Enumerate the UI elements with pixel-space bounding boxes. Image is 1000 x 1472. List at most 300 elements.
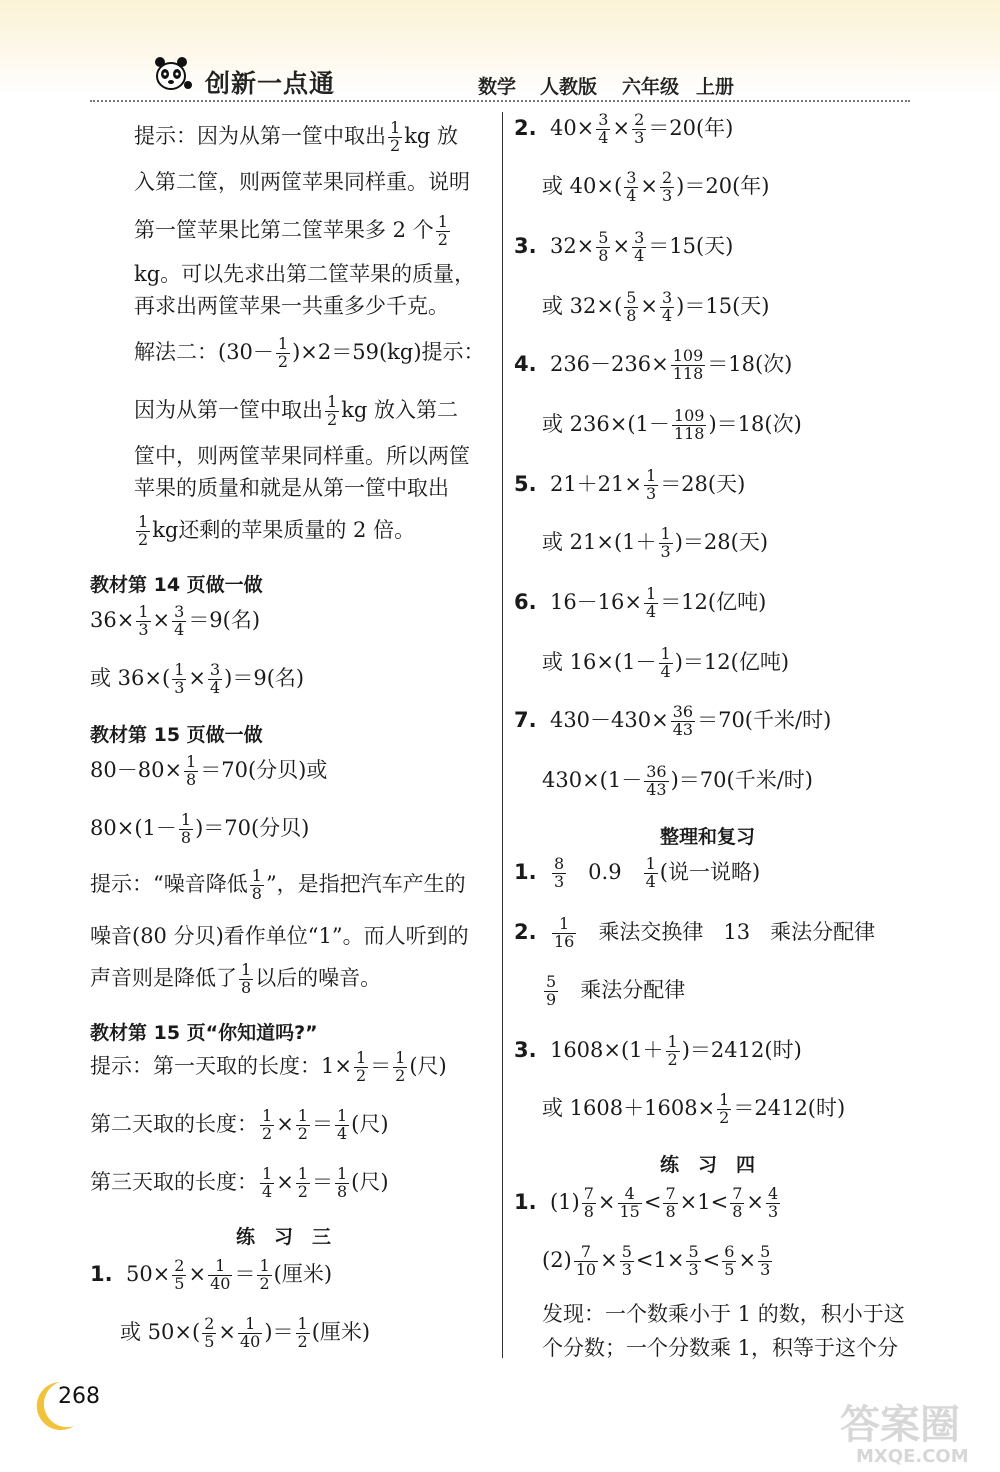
item-number: 1. — [90, 1261, 113, 1286]
text-segment: 0.9 — [588, 859, 622, 884]
denominator: 3 — [661, 185, 673, 205]
numerator: 1 — [646, 584, 657, 603]
item-number: 2. — [514, 919, 537, 944]
text-segment: ＝ — [311, 1169, 333, 1194]
numerator: 3 — [174, 602, 185, 621]
denominator: 40 — [239, 1331, 261, 1351]
denominator: 2 — [277, 351, 289, 371]
brand-title: 创新一点通 — [205, 69, 336, 98]
fraction — [660, 290, 674, 325]
denominator: 2 — [259, 1273, 270, 1293]
fraction — [666, 1034, 680, 1069]
header-divider — [90, 100, 910, 102]
numerator: 1 — [336, 1106, 348, 1125]
denominator: 2 — [355, 1065, 367, 1085]
item-number: 7. — [514, 707, 537, 732]
text-segment: ＝ — [234, 1261, 256, 1286]
watermark-url: MXQE.COM — [856, 1446, 969, 1467]
denominator: 4 — [626, 185, 637, 205]
denominator: 3 — [621, 1259, 632, 1279]
numerator: 1 — [355, 1048, 367, 1067]
solution-two-line — [134, 336, 485, 371]
text-segment: 1608×(1＋ — [549, 1037, 664, 1062]
hint-line — [134, 120, 458, 155]
fraction — [172, 604, 186, 639]
text-segment: 40× — [549, 115, 595, 140]
numerator: 1 — [390, 118, 401, 137]
equation-line — [542, 408, 802, 443]
fraction — [730, 1186, 744, 1221]
fraction — [766, 1186, 780, 1221]
denominator: 2 — [719, 1107, 730, 1127]
fraction — [552, 856, 566, 891]
equation-line — [514, 1186, 782, 1221]
numerator: 1 — [138, 512, 149, 531]
text-segment: 或 236×(1－ — [542, 411, 670, 436]
numerator: 1 — [327, 392, 338, 411]
denominator: 40 — [210, 1273, 231, 1293]
fraction — [260, 1108, 274, 1143]
equation-line — [542, 170, 769, 205]
fraction — [659, 526, 673, 561]
fraction — [686, 1244, 700, 1279]
item-number: 1. — [514, 1189, 537, 1214]
text-segment: 21＋21× — [549, 471, 642, 496]
numerator: 1 — [180, 810, 192, 829]
denominator: 5 — [174, 1273, 185, 1293]
fraction — [238, 1316, 262, 1351]
text-segment: ＝9(名) — [188, 607, 261, 632]
header-volume: 上册 — [696, 76, 735, 98]
answer-line — [542, 974, 685, 1009]
text-segment: )×2＝59(kg)提示： — [292, 339, 485, 364]
text-segment: 因为从第一筐中取出 — [134, 397, 323, 422]
denominator: 4 — [634, 245, 645, 265]
fraction — [644, 856, 658, 891]
numerator: 1 — [208, 1258, 232, 1276]
numerator: 1 — [336, 1164, 348, 1183]
denominator: 8 — [598, 245, 609, 265]
fraction — [596, 230, 610, 265]
numerator: 4 — [618, 1186, 642, 1204]
fraction — [632, 230, 646, 265]
equation-line — [90, 662, 304, 697]
numerator: 1 — [395, 1048, 406, 1067]
text-line — [90, 962, 381, 997]
fraction — [620, 1244, 634, 1279]
text-line — [90, 868, 466, 903]
denominator: 2 — [667, 1049, 678, 1069]
text-segment: × — [612, 115, 631, 140]
fraction — [672, 408, 707, 443]
text-segment: kg 放 — [404, 123, 459, 148]
denominator: 2 — [437, 229, 448, 249]
numerator: 1 — [552, 916, 576, 934]
numerator: 5 — [621, 1242, 632, 1261]
numerator: 1 — [297, 1106, 308, 1125]
text-segment: ”，是指把汽车产生的 — [265, 871, 466, 896]
fraction — [136, 604, 150, 639]
fraction — [644, 764, 668, 799]
fraction — [257, 1258, 271, 1293]
text-segment: ＝12(亿吨) — [660, 589, 767, 614]
fraction — [208, 1258, 232, 1293]
numerator: 5 — [688, 1242, 699, 1261]
numerator: 7 — [574, 1244, 598, 1262]
page-header — [0, 0, 1000, 100]
denominator: 43 — [646, 779, 667, 799]
numerator: 2 — [204, 1314, 215, 1333]
text-segment: 13 — [723, 919, 751, 944]
numerator: 1 — [138, 602, 149, 621]
equation-line — [542, 290, 769, 325]
watermark-text: 答案圈 — [840, 1402, 960, 1448]
fraction — [660, 170, 674, 205]
text-line: 发现：一个数乘小于 1 的数，积小于这 — [542, 1302, 905, 1326]
review-heading: 整理和复习 — [660, 826, 756, 848]
text-segment: 50× — [125, 1261, 171, 1286]
denominator: 8 — [665, 1201, 676, 1221]
numerator: 5 — [626, 288, 637, 307]
text-segment: kg还剩的苹果质量的 2 倍。 — [152, 517, 416, 542]
text-segment: × — [218, 1319, 236, 1344]
denominator: 8 — [732, 1201, 743, 1221]
text-segment: )＝20(年) — [676, 173, 770, 198]
text-segment: ＝ — [311, 1111, 333, 1136]
equation-line — [542, 646, 789, 681]
denominator: 3 — [634, 127, 645, 147]
text-segment: × — [600, 1247, 618, 1272]
denominator: 5 — [204, 1331, 215, 1351]
denominator: 8 — [583, 1201, 594, 1221]
denominator: 8 — [626, 305, 637, 325]
denominator: 3 — [138, 619, 149, 639]
numerator: 7 — [732, 1184, 743, 1203]
text-line — [134, 214, 452, 249]
fraction — [393, 1050, 407, 1085]
numerator: 3 — [626, 168, 637, 187]
text-line: kg。可以先求出第二筐苹果的质量， — [134, 262, 476, 286]
text-segment: 430×(1－ — [542, 767, 643, 792]
exercise-heading: 练 习 三 — [236, 1226, 332, 1248]
item-number: 5. — [514, 471, 537, 496]
fraction — [184, 754, 198, 789]
fraction — [208, 662, 222, 697]
section-heading: 教材第 15 页做一做 — [90, 724, 263, 746]
text-line — [134, 514, 415, 549]
numerator: 3 — [598, 110, 609, 129]
denominator: 2 — [390, 135, 401, 155]
denominator: 4 — [645, 871, 656, 891]
numerator: 5 — [546, 972, 557, 991]
text-segment: )＝9(名) — [224, 665, 305, 690]
text-segment: <1× — [635, 1247, 685, 1272]
denominator: 5 — [724, 1259, 735, 1279]
fraction — [596, 112, 610, 147]
fraction — [136, 514, 150, 549]
denominator: 16 — [553, 931, 575, 951]
text-segment: 或 1608＋1608× — [542, 1095, 716, 1120]
text-segment: ×1< — [679, 1189, 729, 1214]
text-line: 个分数；一个分数乘 1，积等于这个分 — [542, 1336, 899, 1360]
equation-line — [90, 754, 327, 789]
text-segment: (尺) — [351, 1169, 389, 1194]
numerator: 3 — [661, 288, 673, 307]
denominator: 4 — [598, 127, 609, 147]
denominator: 3 — [660, 541, 671, 561]
fraction — [544, 974, 558, 1009]
fraction — [671, 348, 706, 383]
numerator: 1 — [262, 1164, 273, 1183]
numerator: 2 — [174, 1256, 185, 1275]
numerator: 1 — [719, 1090, 730, 1109]
text-line: 噪音(80 分贝)看作单位“1”。而人听到的 — [90, 924, 469, 948]
denominator: 4 — [262, 1181, 273, 1201]
fraction — [388, 120, 402, 155]
text-segment: × — [597, 1189, 616, 1214]
fraction — [717, 1092, 731, 1127]
fraction — [624, 170, 638, 205]
page-number: 268 — [58, 1384, 100, 1409]
fraction — [172, 1258, 186, 1293]
denominator: 3 — [553, 871, 565, 891]
fraction — [260, 1166, 274, 1201]
header-edition: 人教版 — [540, 76, 598, 98]
equation-line — [514, 1034, 802, 1069]
text-segment: × — [738, 1247, 757, 1272]
text-segment: )＝70(千米/时) — [670, 767, 813, 792]
header-subject: 数学 — [478, 76, 517, 98]
equation-line — [90, 812, 309, 847]
denominator: 15 — [619, 1201, 640, 1221]
fraction — [671, 704, 695, 739]
text-segment: 或 36×( — [90, 665, 171, 690]
text-segment: 或 40×( — [542, 173, 623, 198]
denominator: 4 — [646, 601, 657, 621]
item-number: 3. — [514, 233, 537, 258]
denominator: 118 — [672, 363, 704, 383]
text-segment: 或 21×(1＋ — [542, 529, 657, 554]
numerator: 1 — [660, 644, 671, 663]
text-segment: 提示：因为从第一筐中取出 — [134, 123, 386, 148]
fraction — [296, 1316, 310, 1351]
text-segment: 430－430× — [549, 707, 669, 732]
denominator: 4 — [209, 677, 221, 697]
text-segment: 36× — [90, 607, 135, 632]
denominator: 8 — [336, 1181, 348, 1201]
fraction — [296, 1108, 310, 1143]
fraction — [250, 868, 264, 903]
numerator: 5 — [598, 228, 609, 247]
fraction — [179, 812, 193, 847]
numerator: 1 — [251, 866, 262, 885]
watermark-logo — [836, 1392, 996, 1468]
text-segment: 声音则是降低了 — [90, 965, 237, 990]
fraction — [354, 1050, 368, 1085]
denominator: 2 — [262, 1123, 273, 1143]
numerator: 1 — [262, 1106, 273, 1125]
denominator: 2 — [138, 529, 149, 549]
equation-line — [90, 1050, 447, 1085]
equation-line — [514, 704, 831, 739]
denominator: 43 — [672, 719, 694, 739]
numerator: 2 — [634, 110, 645, 129]
numerator: 3 — [634, 228, 645, 247]
denominator: 3 — [768, 1201, 779, 1221]
numerator: 36 — [672, 702, 694, 721]
numerator: 1 — [660, 524, 671, 543]
equation-line — [542, 1244, 774, 1279]
numerator: 5 — [760, 1242, 771, 1261]
item-number: 2. — [514, 115, 537, 140]
denominator: 2 — [297, 1123, 308, 1143]
fraction — [644, 586, 658, 621]
equation-line — [514, 112, 733, 147]
denominator: 4 — [174, 619, 185, 639]
text-segment: × — [188, 665, 206, 690]
text-segment: (2) — [542, 1247, 572, 1272]
text-segment: < — [643, 1189, 662, 1214]
numerator: 1 — [297, 1314, 308, 1333]
text-segment: 提示：“噪音降低 — [90, 871, 248, 896]
text-segment: 或 32×( — [542, 293, 623, 318]
text-segment: ＝70(千米/时) — [697, 707, 832, 732]
text-segment: )＝70(分贝) — [195, 815, 310, 840]
equation-line — [90, 604, 260, 639]
fraction — [624, 290, 638, 325]
item-number: 1. — [514, 859, 537, 884]
numerator: 1 — [437, 212, 448, 231]
numerator: 1 — [645, 854, 656, 873]
text-segment: )＝2412(时) — [681, 1037, 802, 1062]
fraction — [618, 1186, 642, 1221]
numerator: 1 — [174, 660, 185, 679]
fraction — [644, 468, 658, 503]
fraction — [552, 916, 576, 951]
denominator: 118 — [673, 423, 705, 443]
text-segment: 第一筐苹果比第二筐苹果多 2 个 — [134, 217, 434, 242]
numerator: 1 — [241, 960, 252, 979]
text-segment: 乘法交换律 — [598, 919, 704, 944]
text-segment: (厘米) — [311, 1319, 371, 1344]
text-segment: 236－236× — [549, 351, 669, 376]
text-segment: < — [702, 1247, 721, 1272]
fraction — [296, 1166, 310, 1201]
fraction — [663, 1186, 677, 1221]
numerator: 4 — [768, 1184, 779, 1203]
numerator: 1 — [259, 1256, 270, 1275]
numerator: 6 — [724, 1242, 735, 1261]
answer-line — [514, 856, 760, 891]
text-segment: × — [640, 293, 658, 318]
text-segment: )＝28(天) — [674, 529, 769, 554]
numerator: 8 — [553, 854, 565, 873]
item-number: 4. — [514, 351, 537, 376]
text-line: 再求出两筐苹果一共重多少千克。 — [134, 294, 449, 318]
numerator: 1 — [238, 1316, 262, 1334]
equation-line — [542, 526, 768, 561]
denominator: 3 — [760, 1259, 771, 1279]
exercise-heading: 练 习 四 — [660, 1154, 756, 1176]
section-heading: 教材第 15 页“你知道吗?” — [90, 1022, 318, 1044]
fraction — [436, 214, 450, 249]
fraction — [659, 646, 673, 681]
numerator: 1 — [667, 1032, 678, 1051]
text-segment: (厘米) — [273, 1261, 333, 1286]
numerator: 2 — [661, 168, 673, 187]
denominator: 4 — [661, 305, 673, 325]
text-segment: 32× — [549, 233, 595, 258]
text-segment: (尺) — [351, 1111, 389, 1136]
text-segment: ＝18(次) — [707, 351, 793, 376]
text-segment: )＝15(天) — [676, 293, 770, 318]
denominator: 8 — [241, 977, 252, 997]
fraction — [632, 112, 646, 147]
text-segment: ＝70(分贝)或 — [200, 757, 328, 782]
text-segment: )＝ — [264, 1319, 294, 1344]
numerator: 1 — [277, 334, 289, 353]
fraction — [335, 1166, 349, 1201]
denominator: 4 — [660, 661, 671, 681]
denominator: 8 — [251, 883, 262, 903]
numerator: 1 — [297, 1164, 308, 1183]
text-line: 入第二筐，则两筐苹果同样重。说明 — [134, 170, 470, 194]
text-segment: 或 50×( — [120, 1319, 201, 1344]
equation-line — [542, 1092, 845, 1127]
fraction — [335, 1108, 349, 1143]
denominator: 8 — [180, 827, 192, 847]
text-segment: × — [276, 1111, 294, 1136]
equation-line — [514, 230, 733, 265]
text-segment: × — [152, 607, 171, 632]
equation-line — [90, 1258, 332, 1293]
equation-line — [90, 1108, 389, 1143]
text-segment: 80－80× — [90, 757, 183, 782]
text-segment: 第二天取的长度： — [90, 1111, 258, 1136]
text-segment: )＝12(亿吨) — [674, 649, 790, 674]
text-segment: ＝15(天) — [648, 233, 734, 258]
numerator: 1 — [186, 752, 197, 771]
fraction — [758, 1244, 772, 1279]
text-segment: 80×(1－ — [90, 815, 177, 840]
text-segment: ＝28(天) — [660, 471, 746, 496]
item-number: 6. — [514, 589, 537, 614]
equation-line — [120, 1316, 370, 1351]
column-divider — [502, 112, 503, 1358]
text-segment: )＝18(次) — [708, 411, 802, 436]
text-segment: kg 放入第二 — [341, 397, 459, 422]
equation-line — [514, 348, 792, 383]
panda-logo-icon — [148, 50, 194, 94]
equation-line — [514, 468, 745, 503]
fraction — [172, 662, 186, 697]
text-segment: (说一说略) — [659, 859, 761, 884]
text-segment: ＝ — [370, 1053, 392, 1078]
numerator: 109 — [672, 346, 704, 365]
text-segment: 或 16×(1－ — [542, 649, 657, 674]
text-segment: × — [640, 173, 658, 198]
text-segment: × — [188, 1261, 207, 1286]
text-line — [134, 394, 458, 429]
fraction — [202, 1316, 216, 1351]
denominator: 2 — [395, 1065, 406, 1085]
text-line: 苹果的质量和就是从第一筐中取出 — [134, 476, 449, 500]
denominator: 3 — [646, 483, 657, 503]
denominator: 2 — [327, 409, 338, 429]
text-segment: ＝2412(时) — [733, 1095, 846, 1120]
denominator: 3 — [174, 677, 185, 697]
fraction — [325, 394, 339, 429]
